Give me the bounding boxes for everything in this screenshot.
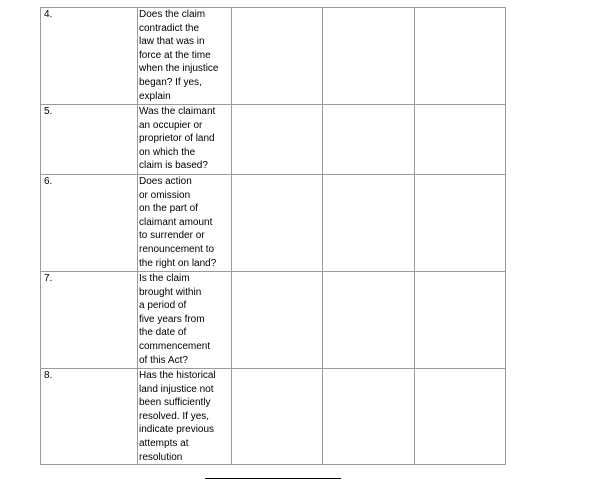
answer-cell[interactable] [232,8,323,105]
answer-cell[interactable] [323,175,415,272]
row-number-cell [41,105,138,175]
answer-cell[interactable] [415,175,506,272]
answer-cell[interactable] [415,272,506,369]
question-line: Does the claim [139,9,206,20]
question-line: resolved. If yes, [139,410,210,422]
question-line: commencement [139,340,211,352]
question-line: an occupier or [139,119,203,131]
table-row [41,369,506,465]
question-line: force at the time [139,49,211,61]
question-line: indicate previous [139,424,215,436]
question-line: Was the claimant [139,106,216,117]
table-row [41,272,506,369]
question-line: Is the claim [139,273,190,284]
answer-cell[interactable] [323,105,415,175]
answer-cell[interactable] [415,8,506,105]
answer-cell[interactable] [232,272,323,369]
question-line: claim is based? [139,160,208,172]
question-line: renouncement to [139,243,215,255]
question-line: or omission [139,189,191,201]
question-line: resolution [139,451,183,463]
claim-assessment-table [40,7,506,465]
row-number: 8. [44,370,53,381]
question-line: brought within [139,286,202,298]
row-number-cell [41,8,138,105]
answer-cell[interactable] [232,105,323,175]
question-line: when the injustice [139,63,219,75]
question-line: attempts at [139,437,189,449]
question-line: Has the historical [139,370,216,381]
row-number: 4. [44,9,53,20]
answer-cell[interactable] [232,175,323,272]
question-line: explain [139,90,171,102]
question-line: a period of [139,300,187,312]
row-number-cell [41,272,138,369]
question-cell [138,369,232,465]
question-line: the date of [139,327,187,339]
question-line: contradict the [139,22,200,34]
answer-cell[interactable] [415,105,506,175]
row-number-cell [41,175,138,272]
question-line: five years from [139,313,205,325]
answer-cell[interactable] [323,272,415,369]
row-number: 6. [44,176,53,187]
table-row [41,175,506,272]
question-line: on which the [139,146,196,158]
question-line: land injustice not [139,383,214,395]
answer-cell[interactable] [415,369,506,465]
signature-line [205,478,341,479]
table-row [41,105,506,175]
question-line: claimant amount [139,216,213,228]
row-number-cell [41,369,138,465]
question-cell [138,105,232,175]
question-line: been sufficiently [139,397,211,409]
question-cell [138,175,232,272]
row-number: 5. [44,106,53,117]
question-line: to surrender or [139,230,205,242]
question-line: proprietor of land [139,133,215,145]
question-line: on the part of [139,203,198,215]
answer-cell[interactable] [232,369,323,465]
answer-cell[interactable] [323,8,415,105]
question-cell [138,272,232,369]
question-line: began? If yes, [139,76,202,88]
question-line: Does action [139,176,192,187]
table-row [41,8,506,105]
question-cell [138,8,232,105]
answer-cell[interactable] [323,369,415,465]
question-line: the right on land? [139,257,217,269]
question-line: of this Act? [139,354,188,366]
question-line: law that was in [139,36,205,48]
row-number: 7. [44,273,53,284]
